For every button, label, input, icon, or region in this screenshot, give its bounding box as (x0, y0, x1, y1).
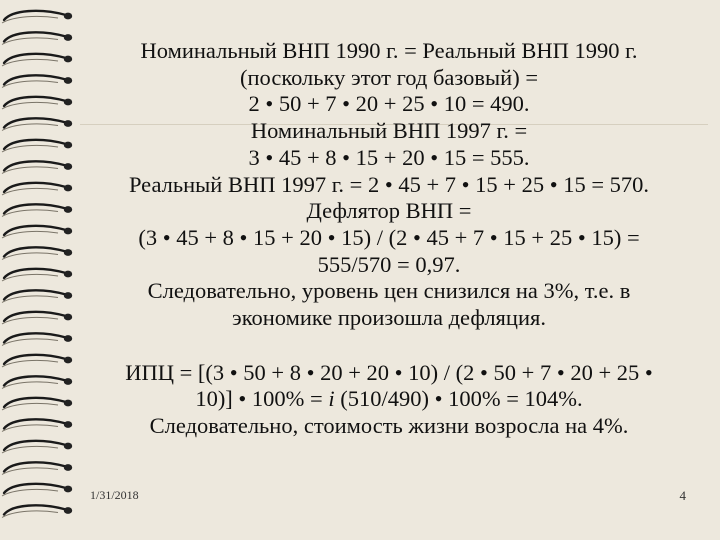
text-line: Реальный ВНП 1997 г. = 2 • 45 + 7 • 15 + 25 • 15 = 570. (128, 171, 650, 197)
spiral-ring (2, 269, 72, 281)
text-line: (поскольку этот год базовый) = (239, 64, 539, 90)
spiral-ring (2, 226, 72, 238)
cpi-italic-i: i (328, 386, 335, 412)
spiral-ring (2, 462, 72, 474)
footer-date: 1/31/2018 (90, 488, 139, 502)
cpi-text: 10)] • 100% = (195, 386, 329, 412)
spiral-ring (2, 75, 72, 87)
spiral-ring (2, 183, 72, 195)
spiral-ring (2, 441, 72, 453)
spiral-ring (2, 247, 72, 259)
spiral-ring (2, 398, 72, 410)
spiral-ring (2, 140, 72, 152)
slide-text (96, 38, 682, 440)
spiral-ring (2, 312, 72, 324)
cpi-line: ИПЦ = [(3 • 50 + 8 • 20 + 20 • 10) / (2 • 50 + 7 • 20 + 25 • (125, 359, 653, 385)
cpi-line (96, 386, 682, 413)
spiral-ring (2, 54, 72, 66)
spiral-ring (2, 505, 72, 517)
spiral-ring (2, 355, 72, 367)
text-line: (3 • 45 + 8 • 15 + 20 • 15) / (2 • 45 + 7 • 15 + 25 • 15) = (138, 224, 640, 250)
page-number: 4 (679, 488, 686, 503)
cpi-text: (510/490) • 100% = 104%. (334, 386, 583, 412)
text-line: экономике произошла дефляция. (232, 305, 546, 331)
spiral-ring (2, 118, 72, 130)
spiral-ring (2, 419, 72, 431)
spiral-ring (2, 376, 72, 388)
text-line: Следовательно, уровень цен снизился на 3%, т.е. в (147, 278, 631, 304)
spiral-ring (2, 333, 72, 345)
cpi-line: Следовательно, стоимость жизни возросла на 4%. (149, 413, 629, 439)
spiral-ring (2, 11, 72, 23)
text-line: Дефлятор ВНП = (306, 198, 472, 224)
spiral-ring (2, 161, 72, 173)
text-line: Номинальный ВНП 1990 г. = Реальный ВНП 1990 г. (140, 38, 638, 63)
text-line: 555/570 = 0,97. (317, 251, 461, 277)
text-line: Номинальный ВНП 1997 г. = (250, 118, 528, 144)
spiral-ring (2, 97, 72, 109)
spiral-binding-icon (0, 0, 80, 540)
spiral-ring (2, 204, 72, 216)
text-line: 3 • 45 + 8 • 15 + 20 • 15 = 555. (248, 144, 530, 170)
spiral-ring (2, 32, 72, 44)
spiral-ring (2, 484, 72, 496)
spiral-ring (2, 290, 72, 302)
text-line: 2 • 50 + 7 • 20 + 25 • 10 = 490. (248, 91, 530, 117)
